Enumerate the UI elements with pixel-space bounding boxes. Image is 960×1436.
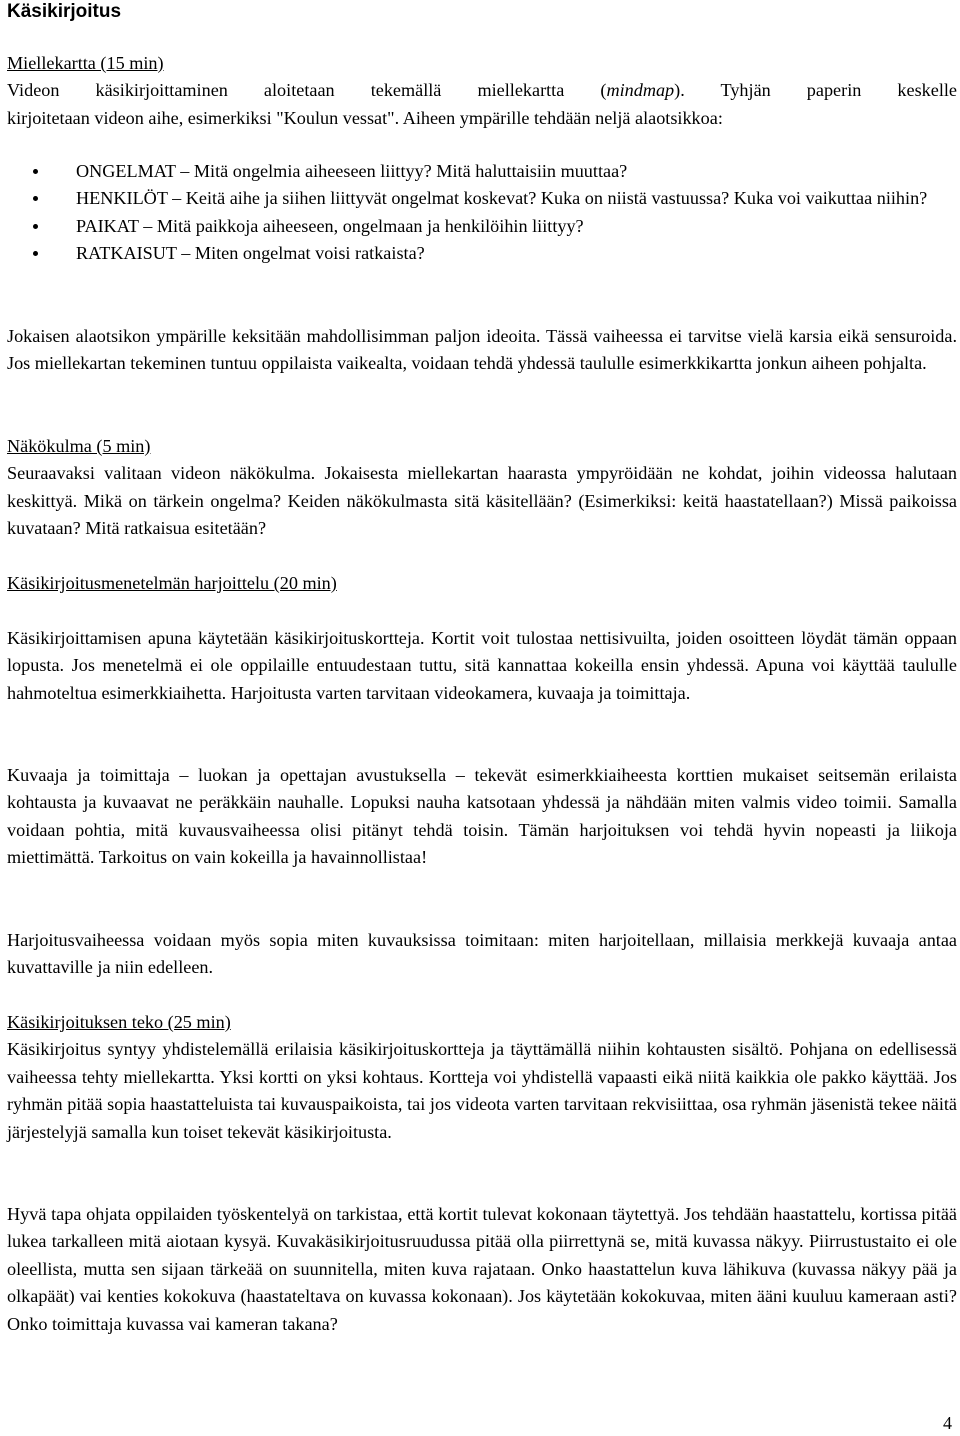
bullet-item: HENKILÖT – Keitä aihe ja siihen liittyvät ongelmat koskevat? Kuka on niistä vastuussa? Kuka voi vaikuttaa niihin? <box>7 185 957 212</box>
mindmap-italic: mindmap <box>606 80 675 101</box>
intro-line-1: Videon käsikirjoittaminen aloitetaan tekemällä miellekartta (mindmap). Tyhjän paperin keskelle <box>7 80 957 101</box>
bullet-item: ONGELMAT – Mitä ongelmia aiheeseen liittyy? Mitä haluttaisiin muuttaa? <box>7 158 957 185</box>
section-heading-writing: Käsikirjoituksen teko (25 min) <box>7 1012 231 1032</box>
section-heading-mindmap: Miellekartta (15 min) <box>7 53 164 73</box>
bullet-item: RATKAISUT – Miten ongelmat voisi ratkaista? <box>7 240 957 267</box>
page-number: 4 <box>943 1413 952 1433</box>
writing-paragraph: Käsikirjoitus syntyy yhdistelemällä erilaisia käsikirjoituskortteja ja täyttämällä niihin kohtausten sisältö. Pohjana on edellisessä vaiheessa tehty miellekartta. Yksi kortti on yksi kohtaus. Kortteja voi yhdistellä vapaasti eikä niitä kaikkia ole pakko käyttää. Jos ryhmän pitää sopia haastatteluista tai kuvauspaikoista, tai jos videota varten tarvitaan rekvisiittaa, osa ryhmän jäsenistä tekee näitä järjestelyjä samalla kun toiset tekevät käsikirjoitusta. <box>7 1039 957 1142</box>
practice-paragraph-2-block <box>7 762 957 872</box>
practice-paragraph: Käsikirjoittamisen apuna käytetään käsikirjoituskortteja. Kortit voit tulostaa nettisivuilta, joiden osoitteen löydät tämän oppaan lopusta. Jos menetelmä ei ole oppilaille entuudestaan tuttu, sitä kannattaa kokeilla ensin yhdessä. Apuna voi käyttää taululle hahmoteltua esimerkkiaihetta. Harjoitusta varten tarvitaan videokamera, kuvaaja ja toimittaja. <box>7 628 957 703</box>
practice-paragraph-1-block <box>7 625 957 707</box>
bullet-list <box>7 158 957 268</box>
writing-paragraph-2-block <box>7 1201 957 1338</box>
document-title: Käsikirjoitus <box>7 1 122 22</box>
writing-paragraph: Hyvä tapa ohjata oppilaiden työskentelyä on tarkistaa, että kortit tulevat kokonaan täytettyä. Jos tehdään haastattelu, kortissa pitää lukea tarkalleen mitä aiotaan kysyä. Kuvakäsikirjoitusruudussa pitää olla piirrettynä se, mitä kuvassa näkyy. Piirrustustaito ei ole oleellista, mutta sen sijaan tärkeää on suunnitella, miten kuva rajataan. Onko haastattelun kuva lähikuva (kuvassa näkyy pää ja olkapäät) vai kenties kokokuva (haastateltava on kuvassa kokonaan). Jos käytetään kokokuvaa, miten ääni kuuluu kameraan asti? Onko toimittaja kuvassa vai kameran takana? <box>7 1204 957 1334</box>
bullet-item: PAIKAT – Mitä paikkoja aiheeseen, ongelmaan ja henkilöihin liittyy? <box>7 213 957 240</box>
section-viewpoint <box>7 433 957 543</box>
practice-paragraph: Harjoitusvaiheessa voidaan myös sopia miten kuvauksissa toimitaan: miten harjoitellaan, millaisia merkkejä kuvaaja antaa kuvattaville ja niin edelleen. <box>7 930 957 978</box>
section-heading-viewpoint: Näkökulma (5 min) <box>7 436 151 456</box>
section-mindmap <box>7 50 957 132</box>
intro-line-2: kirjoitetaan videon aihe, esimerkiksi "Koulun vessat". Aiheen ympärille tehdään neljä alaotsikkoa: <box>7 107 723 128</box>
practice-paragraph: Kuvaaja ja toimittaja – luokan ja opettajan avustuksella – tekevät esimerkkiaiheesta korttien mukaiset seitsemän erilaista kohtausta ja kuvaavat ne peräkkäin nauhalle. Lopuksi nauha katsotaan yhdessä ja nähdään miten valmis video toimii. Samalla voidaan pohtia, mitä kuvausvaiheessa olisi pitänyt tehdä toisin. Tämän harjoituksen voi tehdä hyvin nopeasti ja liikoja miettimättä. Tarkoitus on vain kokeilla ja havainnollistaa! <box>7 765 957 868</box>
practice-paragraph-3-block <box>7 927 957 982</box>
mindmap-paragraph-block <box>7 323 957 378</box>
section-heading-practice: Käsikirjoitusmenetelmän harjoittelu (20 min) <box>7 573 337 593</box>
mindmap-paragraph: Jokaisen alaotsikon ympärille keksitään mahdollisimman paljon ideoita. Tässä vaiheessa ei tarvitse vielä karsia eikä sensuroida. Jos miellekartan tekeminen tuntuu oppilaista vaikealta, voidaan tehdä yhdessä taululle esimerkkikartta jonkun aiheen pohjalta. <box>7 326 957 374</box>
viewpoint-paragraph: Seuraavaksi valitaan videon näkökulma. Jokaisesta miellekartan haarasta ympyröidään ne kohdat, joihin videossa halutaan keskittyä. Mikä on tärkein ongelma? Keiden näkökulmasta sitä käsitellään? (Esimerkiksi: keitä haastatellaan?) Missä paikoissa kuvataan? Mitä ratkaisua esitetään? <box>7 463 957 539</box>
section-writing <box>7 1009 957 1146</box>
section-practice <box>7 570 957 597</box>
